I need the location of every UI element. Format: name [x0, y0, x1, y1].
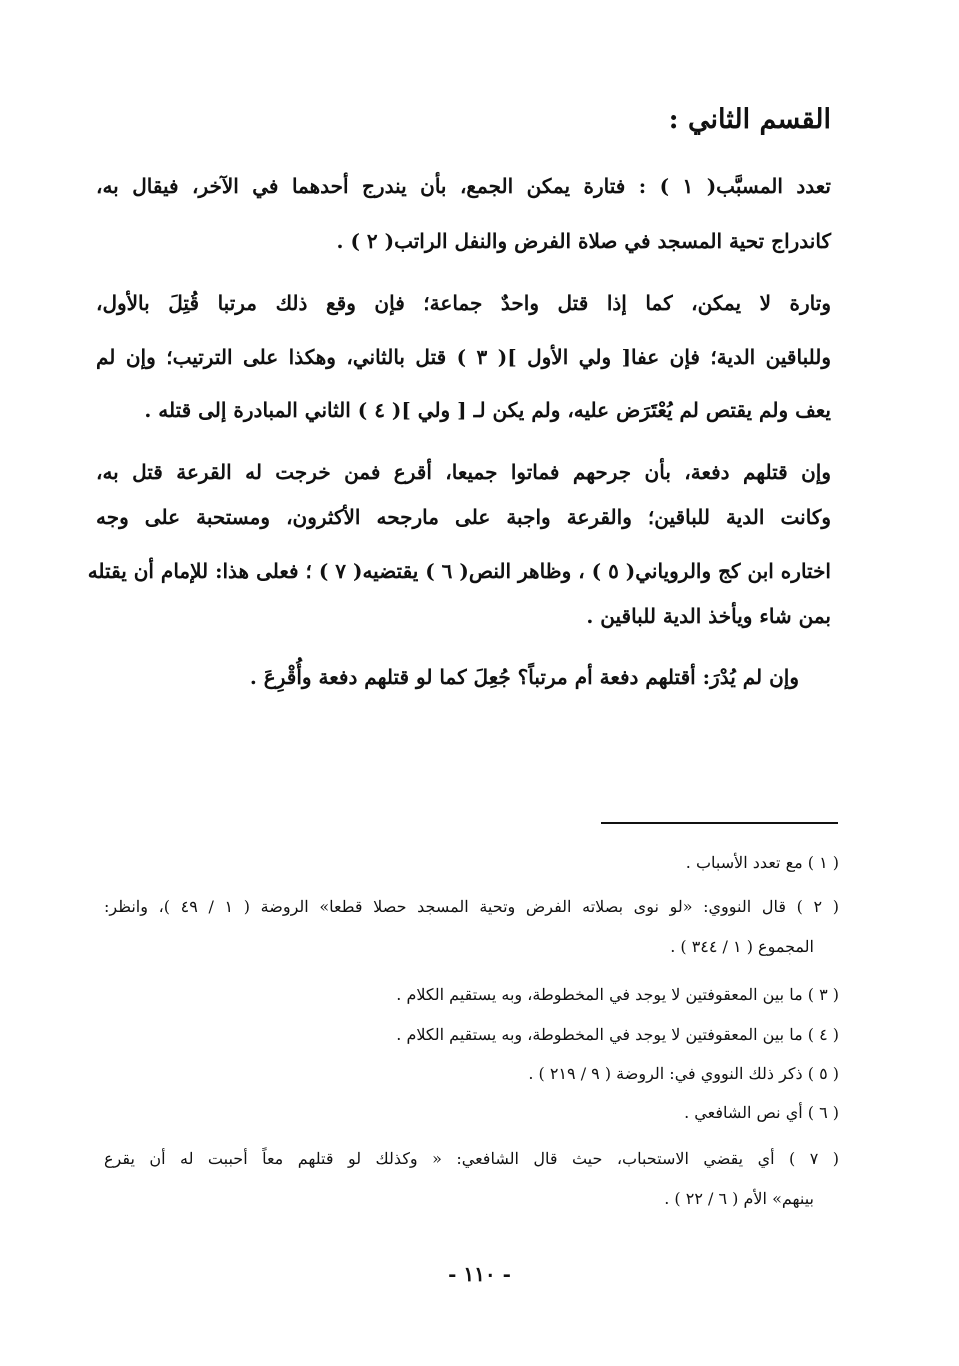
footnote-line: ( ٧ ) أي يقضي الاستحباب، حيث قال الشافعي: « وكذلك لو قتلهم معاً أحببت له أن يقرع — [104, 1149, 840, 1168]
body-line: يعف ولم يقتص لم يُعْتَرَض عليه، ولم يكن لـ [ ولي ]( ٤ ) الثاني المبادرة إلى قتله . — [144, 398, 831, 422]
footnote-line: ( ١ ) مع تعدد الأسباب . — [685, 853, 839, 872]
footnote-line: ( ٤ ) ما بين المعقوفتين لا يوجد في المخطوطة، وبه يستقيم الكلام . — [396, 1025, 839, 1044]
section-heading: القسم الثاني : — [668, 104, 831, 135]
footnote-line: ( ٥ ) ذكر ذلك النووي في: الروضة ( ٩ / ٢١٩ ) . — [528, 1064, 839, 1083]
body-line: كاندراج تحية المسجد في صلاة الفرض والنفل الراتب( ٢ ) . — [336, 229, 831, 253]
body-line: اختاره ابن كج والروياني( ٥ ) ، وظاهر النص( ٦ ) يقتضيه( ٧ ) ؛ فعلى هذا: للإمام أن يقتله — [87, 559, 831, 583]
footnote-line: ( ٢ ) قال النووي: «لو نوى بصلاته الفرض وتحية المسجد حصلا قطعا» الروضة ( ١ / ٤٩ )، وانظر: — [104, 897, 840, 916]
page-number: - ١١٠ - — [448, 1262, 511, 1286]
body-line: وإن قتلهم دفعة، بأن جرحهم فماتوا جميعا، أقرع فمن خرجت له القرعة قتل به، — [96, 460, 831, 484]
footnote-line: بينهم» الأم ( ٦ / ٢٢ ) . — [664, 1189, 814, 1208]
body-line: وكانت الدية للباقين؛ والقرعة واجبة على مارجحه الأكثرون، ومستحبة على وجه — [96, 505, 831, 529]
footnote-line: المجموع ( ١ / ٣٤٤ ) . — [670, 937, 814, 956]
body-line: وللباقين الدية؛ فإن عفا[ ولي الأول ]( ٣ ) قتل بالثاني، وهكذا على الترتيب؛ وإن لم — [96, 345, 831, 369]
footnote-line: ( ٣ ) ما بين المعقوفتين لا يوجد في المخطوطة، وبه يستقيم الكلام . — [396, 985, 839, 1004]
body-line: وتارة لا يمكن، كما إذا قتل واحدٌ جماعة؛ فإن وقع ذلك مرتبا قُتِلَ بالأول، — [96, 291, 831, 315]
footnote-divider — [601, 822, 838, 824]
body-line: تعدد المسبَّب( ١ ) : فتارة يمكن الجمع، بأن يندرج أحدهما في الآخر، فيقال به، — [96, 174, 831, 198]
footnote-line: ( ٦ ) أي نص الشافعي . — [684, 1103, 839, 1122]
body-line: وإن لم يُدْرَ: أقتلهم دفعة أم مرتباً؟ جُعِلَ كما لو قتلهم دفعة وأُقْرِعَ . — [249, 665, 799, 689]
body-line: بمن شاء ويأخذ الدية للباقين . — [586, 604, 831, 628]
